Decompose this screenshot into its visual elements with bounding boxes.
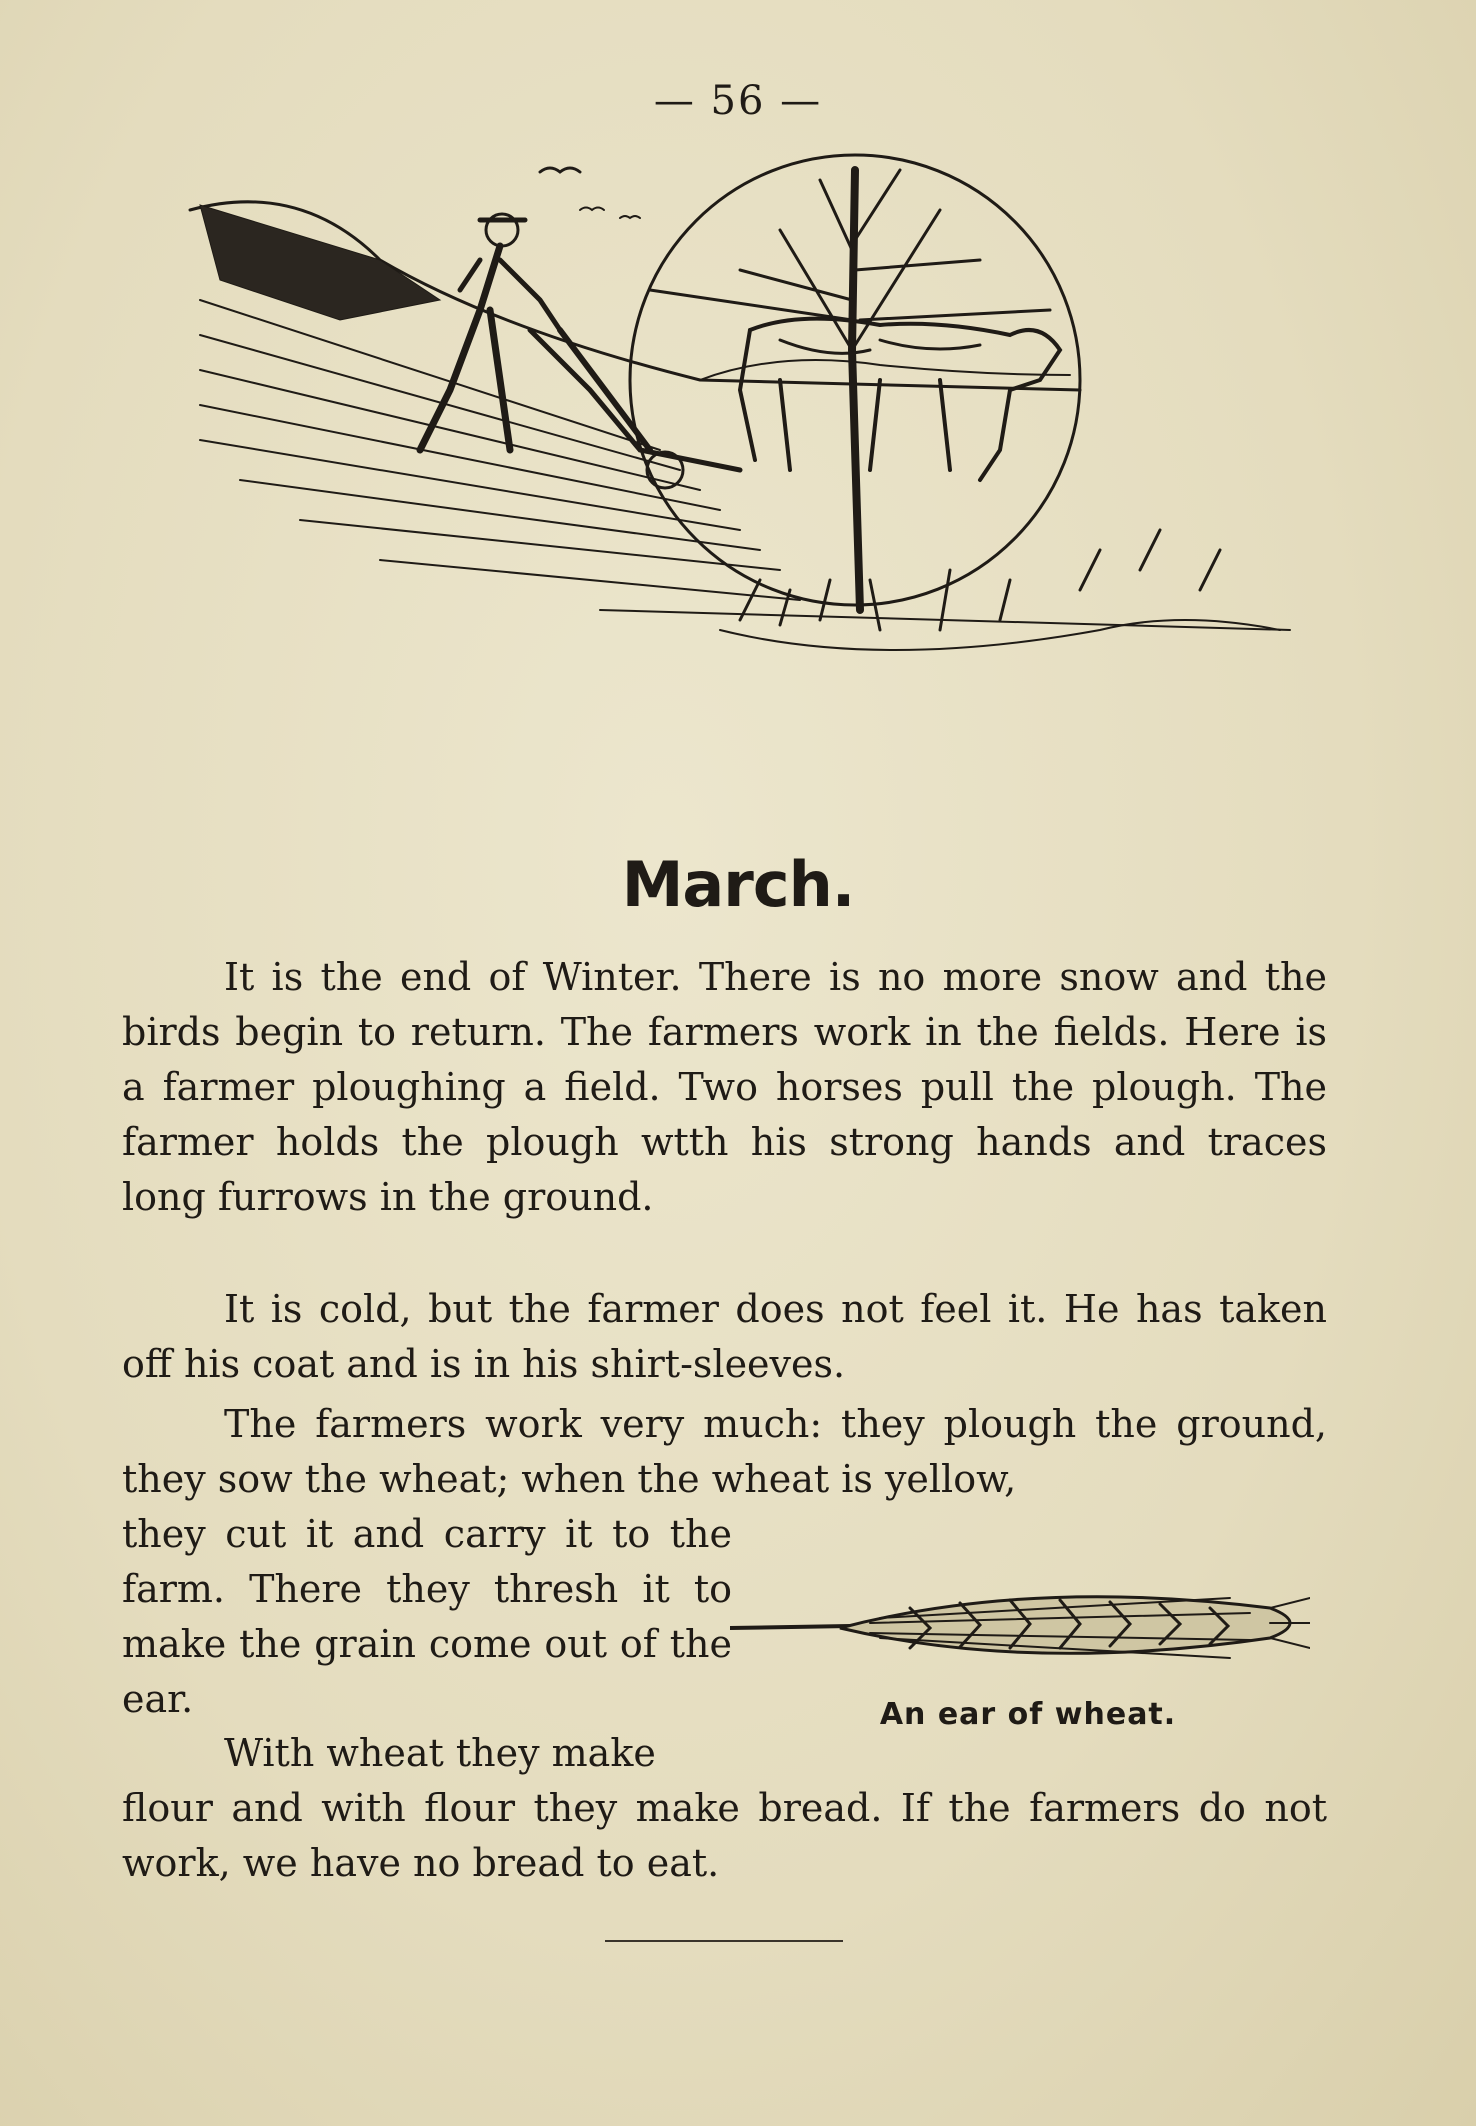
paragraph-3-text-a: The farmers work very much: they plough the ground, they sow the wheat; when the wheat is yellow,	[122, 1402, 1327, 1501]
ploughing-scene-icon	[180, 150, 1310, 790]
page-number: — 56 —	[653, 78, 823, 124]
paragraph-1	[122, 950, 1327, 1225]
figure-caption: An ear of wheat.	[879, 1697, 1177, 1732]
page-title	[0, 848, 1476, 921]
paragraph-2-text: It is cold, but the farmer does not feel it. He has taken off his coat and is in his shirt-sleeves.	[122, 1287, 1327, 1386]
paragraph-3-text-b: they cut it and carry it to the farm. There they thresh it to make the grain come out of the ear.	[122, 1512, 732, 1721]
end-rule	[605, 1940, 843, 1942]
paragraph-1-text: It is the end of Winter. There is no more snow and the birds begin to return. The farmers work in the fields. Here is a farmer ploughing a field. Two horses pull the plough. The farmer holds the plough wtth his strong hands and traces long furrows in the ground.	[122, 955, 1327, 1219]
paragraph-4-text-a: With wheat they make	[224, 1731, 656, 1775]
paragraph-2	[122, 1282, 1327, 1392]
paragraph-4	[122, 1726, 1327, 1891]
title-period: .	[831, 848, 855, 921]
wheat-ear-icon	[730, 1578, 1310, 1688]
paragraph-4-text-b: flour and with flour they make bread. If the farmers do not work, we have no bread to eat.	[122, 1786, 1327, 1885]
title-text: March	[621, 848, 832, 921]
